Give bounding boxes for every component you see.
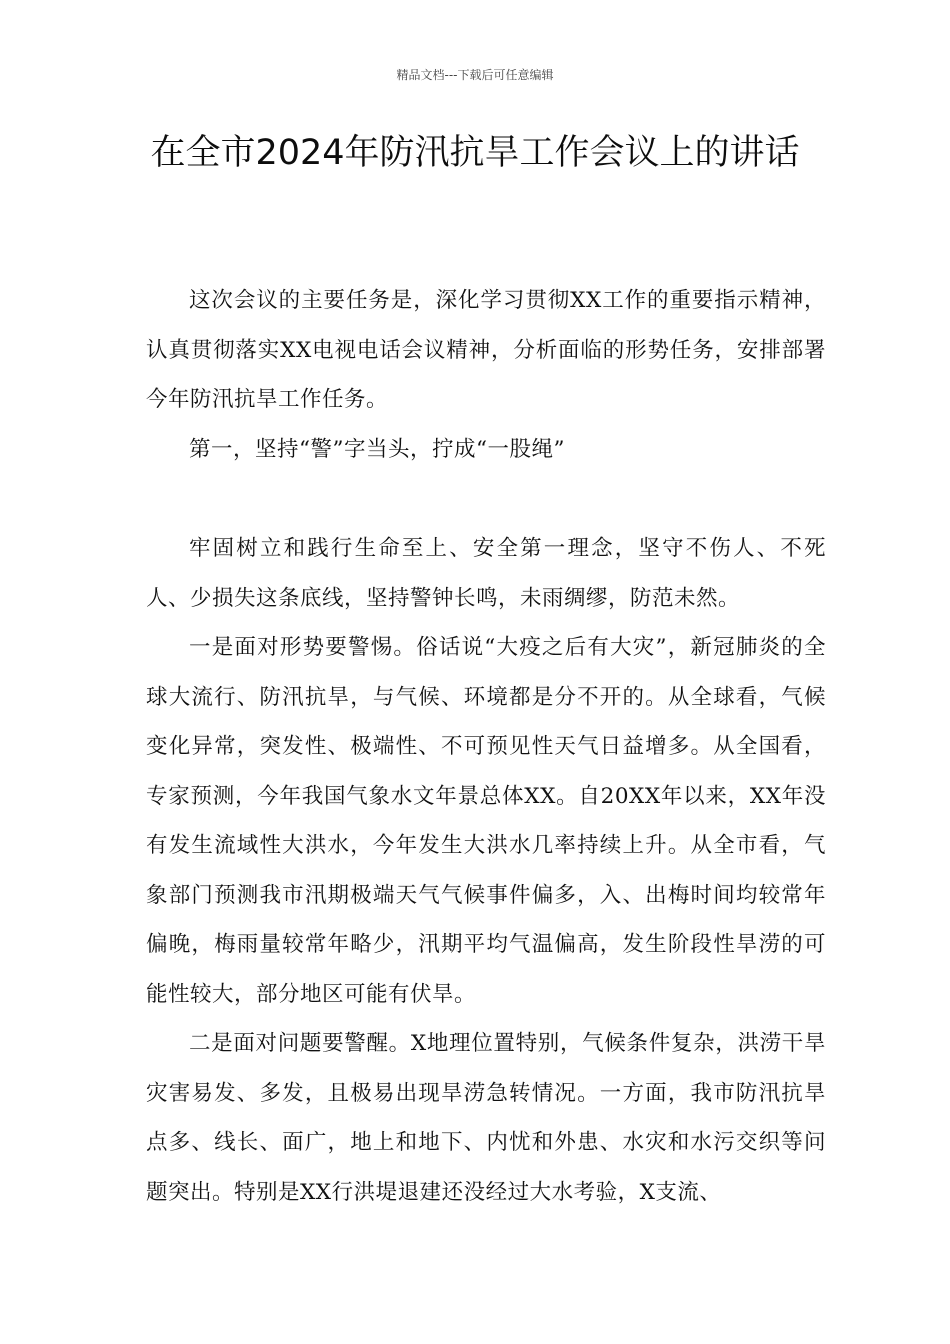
paragraph-intro: 这次会议的主要任务是，深化学习贯彻XX工作的重要指示精神，认真贯彻落实XX电视电话会议精神，分析面临的形势任务，安排部署今年防汛抗旱工作任务。	[146, 288, 826, 412]
section-heading-first: 第一，坚持“警”字当头，拧成“一股绳”	[189, 436, 565, 462]
document-body	[146, 276, 826, 1217]
header-note: 精品文档---下载后可任意编辑	[396, 68, 554, 82]
document-title: 在全市2024年防汛抗旱工作会议上的讲话	[150, 133, 800, 173]
paragraph-situation: 一是面对形势要警惕。俗话说“大疫之后有大灾”，新冠肺炎的全球大流行、防汛抗旱，与气候、环境都是分不开的。从全球看，气候变化异常，突发性、极端性、不可预见性天气日益增多。从全国看，专家预测，今年我国气象水文年景总体XX。自20XX年以来，XX年没有发生流域性大洪水，今年发生大洪水几率持续上升。从全市看，气象部门预测我市汛期极端天气气候事件偏多，入、出梅时间均较常年偏晚，梅雨量较常年略少，汛期平均气温偏高，发生阶段性旱涝的可能性较大，部分地区可能有伏旱。	[146, 635, 826, 1007]
paragraph-problems: 二是面对问题要警醒。X地理位置特别，气候条件复杂，洪涝干旱灾害易发、多发，且极易出现旱涝急转情况。一方面，我市防汛抗旱点多、线长、面广，地上和地下、内忧和外患、水灾和水污交织等问题突出。特别是XX行洪堤退建还没经过大水考验，X支流、	[146, 1031, 826, 1205]
paragraph-principle: 牢固树立和践行生命至上、安全第一理念，坚守不伤人、不死人、少损失这条底线，坚持警钟长鸣，未雨绸缪，防范未然。	[146, 536, 826, 611]
